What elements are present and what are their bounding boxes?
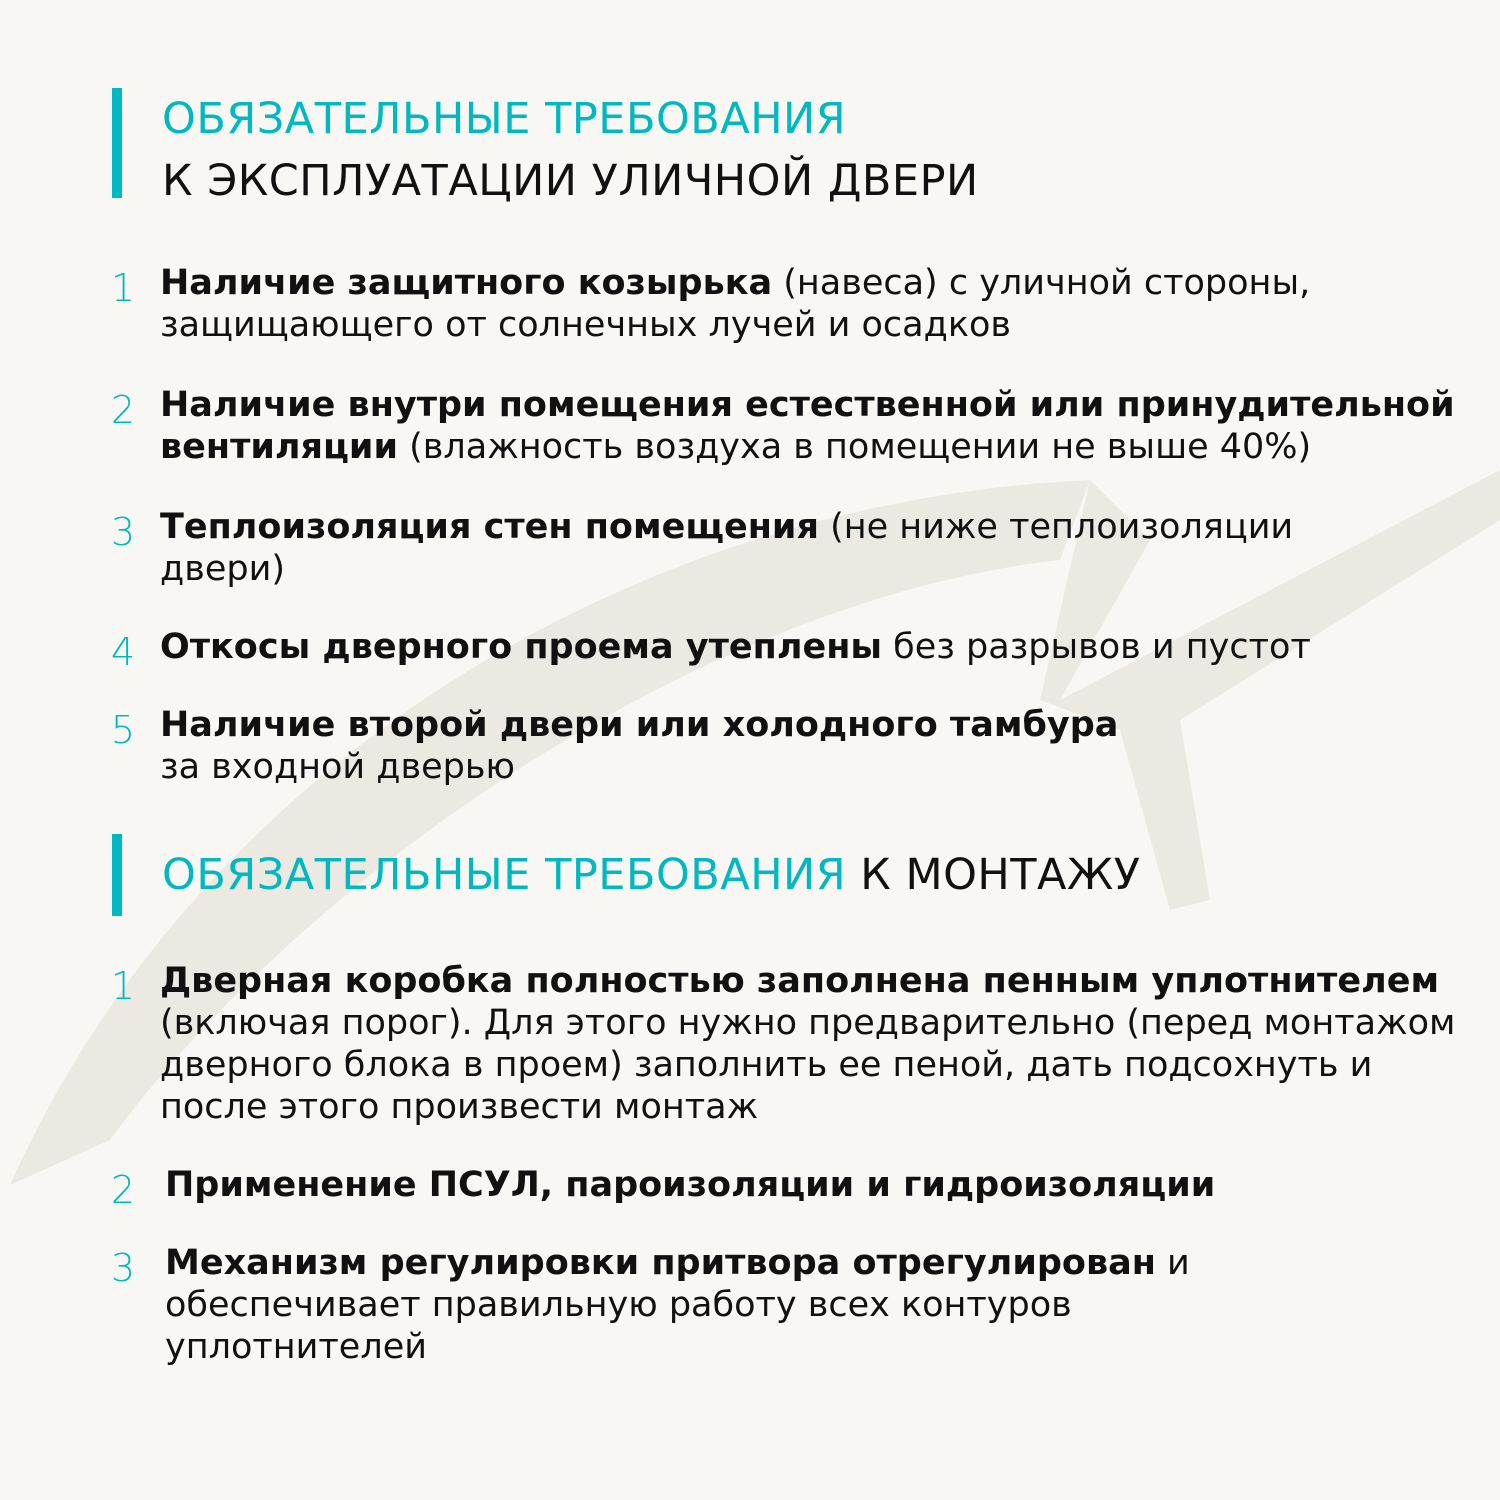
item-number: 2 [110, 1168, 136, 1212]
item-bold-text: Механизм регулировки притвора отрегулирован [165, 1243, 1156, 1283]
item-number: 3 [110, 1246, 136, 1290]
section-heading-operation [112, 88, 979, 206]
heading-dark-text: К МОНТАЖУ [860, 850, 1141, 900]
item-bold-text: Откосы дверного проема утеплены [160, 627, 883, 667]
item-bold-text: Дверная коробка полностью заполнена пенным уплотнителем [160, 961, 1440, 1001]
heading-accent-text: ОБЯЗАТЕЛЬНЫЕ ТРЕБОВАНИЯ [162, 850, 847, 900]
item-number: 1 [110, 266, 136, 310]
item-regular-text: за входной дверью [160, 747, 515, 787]
item-number: 1 [110, 964, 136, 1008]
item-regular-text: (включая порог). Для этого нужно предварительно (перед монтажом дверного блока в проем) заполнить ее пеной, дать подсохнуть и после этого произвести монтаж [160, 1003, 1456, 1127]
item-regular-text: (не ниже теплоизоляции двери) [160, 507, 1294, 589]
item-number: 4 [110, 630, 136, 674]
item-number: 5 [110, 708, 136, 752]
heading-accent-text: ОБЯЗАТЕЛЬНЫЕ ТРЕБОВАНИЯ [162, 94, 847, 144]
item-number: 3 [110, 510, 136, 554]
item-bold-text: Наличие внутри помещения естественной или принудительной вентиляции [160, 385, 1455, 467]
item-regular-text: (навеса) с уличной стороны, защищающего от солнечных лучей и осадков [160, 263, 1311, 345]
item-regular-text: (влажность воздуха в помещении не выше 40%) [397, 427, 1312, 467]
item-regular-text: и обеспечивает правильную работу всех контуров уплотнителей [165, 1243, 1190, 1367]
item-bold-text: Теплоизоляция стен помещения [160, 507, 819, 547]
item-bold-text: Наличие второй двери или холодного тамбура [160, 705, 1119, 745]
item-number: 2 [110, 388, 136, 432]
item-regular-text: без разрывов и пустот [882, 627, 1311, 667]
heading-dark-text: К ЭКСПЛУАТАЦИИ УЛИЧНОЙ ДВЕРИ [162, 156, 979, 206]
item-bold-text: Наличие защитного козырька [160, 263, 773, 303]
section-heading-installation [112, 834, 1140, 916]
item-bold-text: Применение ПСУЛ, пароизоляции и гидроизоляции [165, 1165, 1216, 1205]
